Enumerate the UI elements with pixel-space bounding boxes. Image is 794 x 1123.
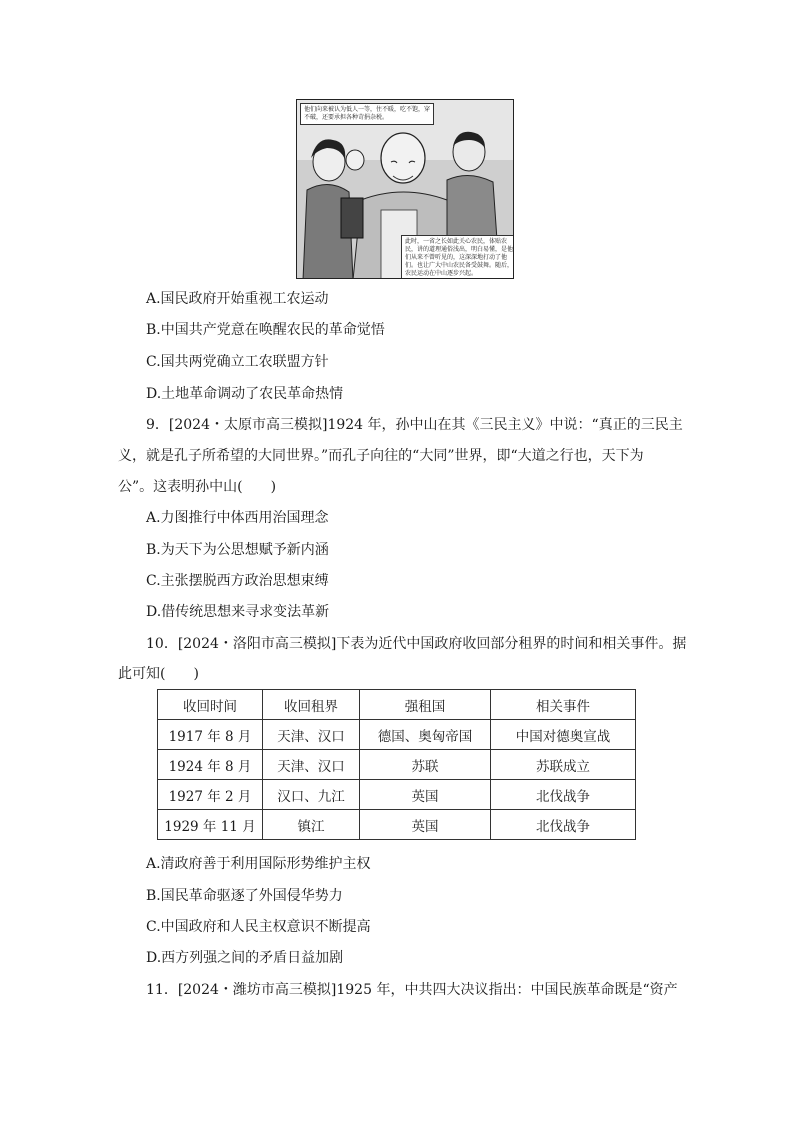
table-cell: 英国 <box>360 810 491 840</box>
table-cell: 北伐战争 <box>491 780 636 810</box>
q9-stem-line2: 义，就是孔子所希望的大同世界。”而孔子向往的“大同”世界，即“大道之行也，天下为 <box>118 448 644 464</box>
table-row <box>158 810 636 840</box>
table-header-cell: 收回时间 <box>158 690 263 720</box>
table-row <box>158 750 636 780</box>
comic-caption-top: 他们向来被认为低人一等，住不暖，吃不饱，穿不破，还要承担各种苛捐杂税。 <box>300 103 434 125</box>
q9-stem-line3: 公”。这表明孙中山( ) <box>118 479 277 495</box>
q8-option-a: A.国民政府开始重视工农运动 <box>146 291 329 307</box>
table-cell: 1917 年 8 月 <box>158 720 263 750</box>
table-cell: 苏联 <box>360 750 491 780</box>
table-cell: 1929 年 11 月 <box>158 810 263 840</box>
table-cell: 苏联成立 <box>491 750 636 780</box>
table-cell: 北伐战争 <box>491 810 636 840</box>
table-cell: 天津、汉口 <box>263 720 360 750</box>
q10-stem-line2: 此可知( ) <box>118 666 199 682</box>
q8-option-b: B.中国共产党意在唤醒农民的革命觉悟 <box>146 322 385 338</box>
q8-option-c: C.国共两党确立工农联盟方针 <box>146 354 329 370</box>
q9-option-b: B.为天下为公思想赋予新内涵 <box>146 542 329 558</box>
table-header-row <box>158 690 636 720</box>
q10-option-d: D.西方列强之间的矛盾日益加剧 <box>146 950 344 966</box>
table-row <box>158 780 636 810</box>
comic-illustration <box>296 99 514 279</box>
q9-option-d: D.借传统思想来寻求变法革新 <box>146 604 330 620</box>
comic-caption-bottom: 此时，一省之长如此关心农民，体贴农民，讲的道理通俗浅出，明白易懂，是他们从来不曾听见的，这深深地打动了他们。也让广大中山农民备受鼓舞。随后，农民运动在中山逐步兴起。 <box>401 235 514 279</box>
q9-stem-line1: 9．[2024・太原市高三模拟]1924 年，孙中山在其《三民主义》中说：“真正的三民主 <box>146 417 683 433</box>
q8-option-d: D.土地革命调动了农民革命热情 <box>146 386 344 402</box>
table-header-cell: 收回租界 <box>263 690 360 720</box>
concession-recovery-table <box>157 689 636 840</box>
table-cell: 德国、奥匈帝国 <box>360 720 491 750</box>
q9-option-a: A.力图推行中体西用治国理念 <box>146 510 329 526</box>
table-cell: 英国 <box>360 780 491 810</box>
table-cell: 汉口、九江 <box>263 780 360 810</box>
q10-stem-line1: 10．[2024・洛阳市高三模拟]下表为近代中国政府收回部分租界的时间和相关事件。据 <box>146 636 687 652</box>
table-cell: 1927 年 2 月 <box>158 780 263 810</box>
table-cell: 中国对德奥宣战 <box>491 720 636 750</box>
table-cell: 1924 年 8 月 <box>158 750 263 780</box>
table-cell: 天津、汉口 <box>263 750 360 780</box>
table-cell: 镇江 <box>263 810 360 840</box>
q10-option-a: A.清政府善于利用国际形势维护主权 <box>146 856 371 872</box>
table-row <box>158 720 636 750</box>
q10-option-c: C.中国政府和人民主权意识不断提高 <box>146 919 371 935</box>
table-header-cell: 相关事件 <box>491 690 636 720</box>
q10-option-b: B.国民革命驱逐了外国侵华势力 <box>146 888 343 904</box>
table-header-cell: 强租国 <box>360 690 491 720</box>
q9-option-c: C.主张摆脱西方政治思想束缚 <box>146 573 329 589</box>
q11-stem-line1: 11．[2024・潍坊市高三模拟]1925 年，中共四大决议指出：中国民族革命既是“资产 <box>146 982 678 998</box>
